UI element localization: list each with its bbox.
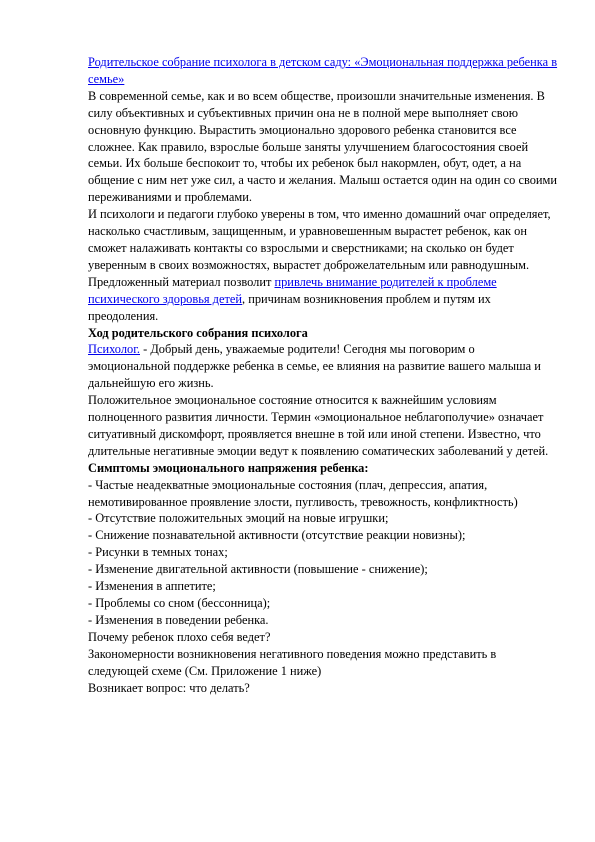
list-item: - Отсутствие положительных эмоций на новые игрушки; [88,511,389,526]
list-item: - Изменения в аппетите; [88,579,216,594]
speech-text: - Добрый день, уважаемые родители! Сегодня мы поговорим о эмоциональной поддержке ребенка в семье, ее влияния на развитие вашего малыша и дальнейшую его жизнь. [88,342,541,391]
list-item: - Рисунки в темных тонах; [88,545,228,560]
symptoms-heading: Симптомы эмоционального напряжения ребенка: [88,460,369,475]
state-paragraph: Положительное эмоциональное состояние относится к важнейшим условиям полноценного развития личности. Термин «эмоциональное неблагополучие» означает ситуативный дискомфорт, проявляется внешне в той или иной степени. Известно, что длительные негативные эмоции ведут к появлению соматических заболеваний у детей. [88,393,549,458]
purpose-paragraph [88,274,558,325]
purpose-text-before: Предложенный материал позволит [88,274,275,289]
final-question: Возникает вопрос: что делать? [88,680,250,695]
list-item: - Проблемы со сном (бессонница); [88,596,271,610]
intro-paragraph-2: И психологи и педагоги глубоко уверены в том, что именно домашний очаг определяет, насколько счастливым, защищенным, и уравновешенным вырастет ребенок, как он сможет налаживать контакты со взрослыми и сверстниками; на сколько он будет уверенным в своих возможностях, вырастет доброжелательным или равнодушным. [88,207,551,272]
document-title [88,54,558,88]
list-item: - Изменение двигательной активности (повышение - снижение); [88,562,428,577]
list-item: - Изменения в поведении ребенка. [88,612,269,627]
list-item: - Снижение познавательной активности (отсутствие реакции новизны); [88,528,466,543]
title-link[interactable]: Родительское собрание психолога в детском саду: «Эмоциональная поддержка ребенка в семье» [88,55,558,86]
document-page [88,54,558,696]
question-line: Почему ребенок плохо себя ведет? [88,629,271,644]
speech-paragraph [88,341,558,392]
symptoms-list [88,477,558,629]
purpose-text-after: , причинам возникновения проблем и путям их преодоления. [88,291,491,323]
heading-course: Ход родительского собрания психолога [88,325,308,340]
scheme-paragraph: Закономерности возникновения негативного поведения можно представить в следующей схеме (См. Приложение 1 ниже) [88,646,497,678]
list-item: - Частые неадекватные эмоциональные состояния (плач, депрессия, апатия, немотивированное проявление злости, пугливость, тревожность, конфликтность) [88,477,518,509]
speaker-link[interactable]: Психолог. [88,342,140,357]
purpose-link[interactable]: привлечь внимание родителей к проблеме психического здоровья детей [88,274,497,306]
intro-paragraph-1: В современной семье, как и во всем обществе, произошли значительные изменения. В силу объективных и субъективных причин она не в полной мере выполняет свою основную функцию. Вырастить эмоционально здорового ребенка становится все сложнее. Как правило, взрослые больше заняты улучшением благосостояния своей семьи. Их больше беспокоит то, чтобы их ребенок был накормлен, обут, одет, а на общение с ним нет уже сил, а часто и желания. Малыш остается один на один со своими переживаниями и проблемами. [88,88,558,205]
